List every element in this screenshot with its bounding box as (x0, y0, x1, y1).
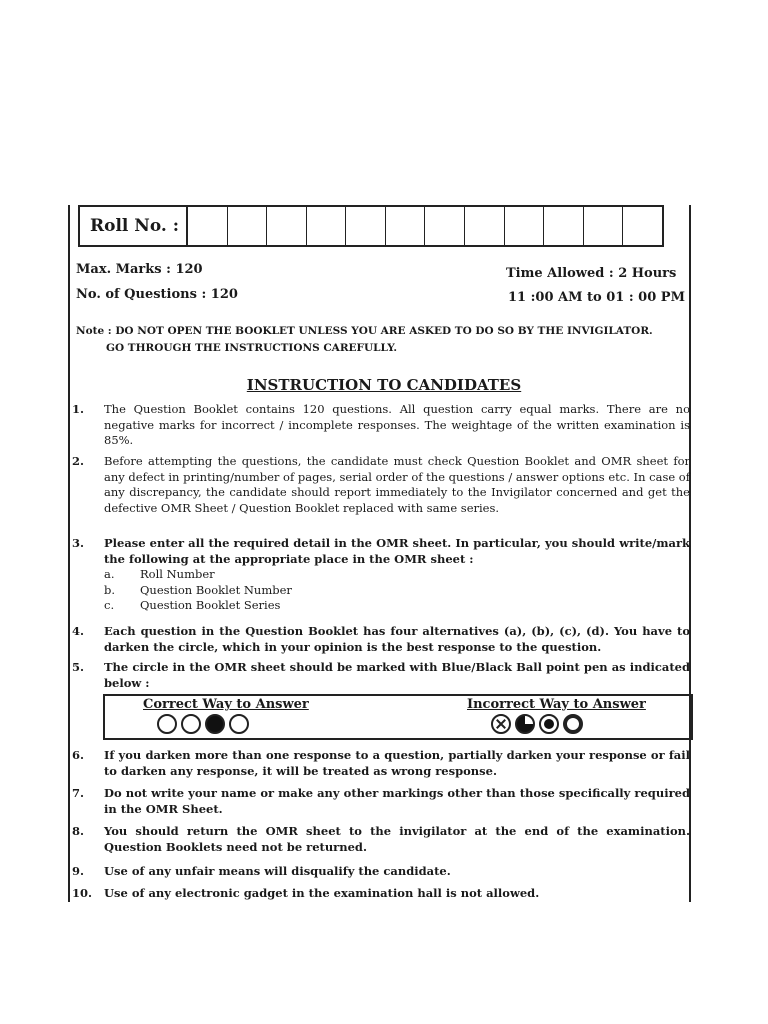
incorrect-example-circles (491, 714, 583, 734)
frame-left-rule (68, 205, 70, 902)
instruction-4: 4. Each question in the Question Booklet has four alternatives (a), (b), (c), (d). You have to darken the circle, which in your opinion is the best response to the question. (72, 624, 690, 654)
roll-number-cell (544, 207, 584, 245)
partially-filled-circle-icon (515, 714, 535, 734)
incorrect-way-label: Incorrect Way to Answer (467, 697, 646, 712)
roll-number-cell (267, 207, 307, 245)
instructions-title: INSTRUCTION TO CANDIDATES (246, 376, 522, 394)
empty-circle-icon (181, 714, 201, 734)
instruction-2: 2. Before attempting the questions, the candidate must check Question Booklet and OMR sheet for any defect in printing/number of pages, serial order of the questions / answer options etc. In case of any discrepancy, the candidate should report immediately to the Invigilator concerned and get the defective OMR Sheet / Question Booklet replaced with same series. (72, 454, 690, 515)
number-of-questions: No. of Questions : 120 (76, 287, 238, 302)
roll-number-cell (584, 207, 624, 245)
omr-example-box (103, 694, 693, 740)
correct-example-circles (157, 714, 249, 734)
instruction-10: 10. Use of any electronic gadget in the examination hall is not allowed. (72, 886, 540, 900)
filled-circle-icon (205, 714, 225, 734)
roll-number-label: Roll No. : (80, 207, 188, 245)
instruction-9: 9. Use of any unfair means will disqualify the candidate. (72, 864, 451, 878)
crossed-circle-icon (491, 714, 511, 734)
roll-number-cell (346, 207, 386, 245)
instruction-5: 5. The circle in the OMR sheet should be marked with Blue/Black Ball point pen as indicated below : (72, 660, 690, 690)
roll-number-cells (188, 207, 662, 245)
roll-number-cell (505, 207, 545, 245)
note-line-2: GO THROUGH THE INSTRUCTIONS CAREFULLY. (106, 342, 398, 354)
correct-way-label: Correct Way to Answer (143, 697, 309, 712)
max-marks: Max. Marks : 120 (76, 262, 203, 277)
time-allowed: Time Allowed : 2 Hours (506, 266, 677, 281)
note-line-1: Note : DO NOT OPEN THE BOOKLET UNLESS YOU ARE ASKED TO DO SO BY THE INVIGILATOR. (76, 325, 653, 337)
thick-ring-circle-icon (563, 714, 583, 734)
roll-number-cell (188, 207, 228, 245)
instruction-6: 6. If you darken more than one response to a question, partially darken your response or fail to darken any response, it will be treated as wrong response. (72, 748, 690, 778)
instruction-7: 7. Do not write your name or make any other markings other than those specifically required in the OMR Sheet. (72, 786, 690, 816)
sub-item-b: b. Question Booklet Number (104, 582, 292, 597)
roll-number-cell (228, 207, 268, 245)
dotted-circle-icon (539, 714, 559, 734)
roll-number-box (78, 205, 664, 247)
note (76, 323, 682, 357)
roll-number-cell (307, 207, 347, 245)
roll-number-cell (623, 207, 662, 245)
empty-circle-icon (157, 714, 177, 734)
instruction-3: 3. Please enter all the required detail in the OMR sheet. In particular, you should write/mark the following at the appropriate place in the OMR sheet : a. Roll Number b. Question Booklet Number c. Question Booklet Series (72, 536, 690, 612)
roll-number-cell (465, 207, 505, 245)
roll-number-cell (425, 207, 465, 245)
time-slot: 11 :00 AM to 01 : 00 PM (508, 290, 685, 305)
instruction-1: 1. The Question Booklet contains 120 questions. All question carry equal marks. There are no negative marks for incorrect / incomplete responses. The weightage of the written examination is 85%. (72, 402, 690, 447)
sub-item-a: a. Roll Number (104, 567, 215, 581)
empty-circle-icon (229, 714, 249, 734)
roll-number-cell (386, 207, 426, 245)
sub-item-c: c. Question Booklet Series (104, 598, 281, 612)
instruction-8: 8. You should return the OMR sheet to the invigilator at the end of the examination. Question Booklets need not be returned. (72, 824, 690, 854)
